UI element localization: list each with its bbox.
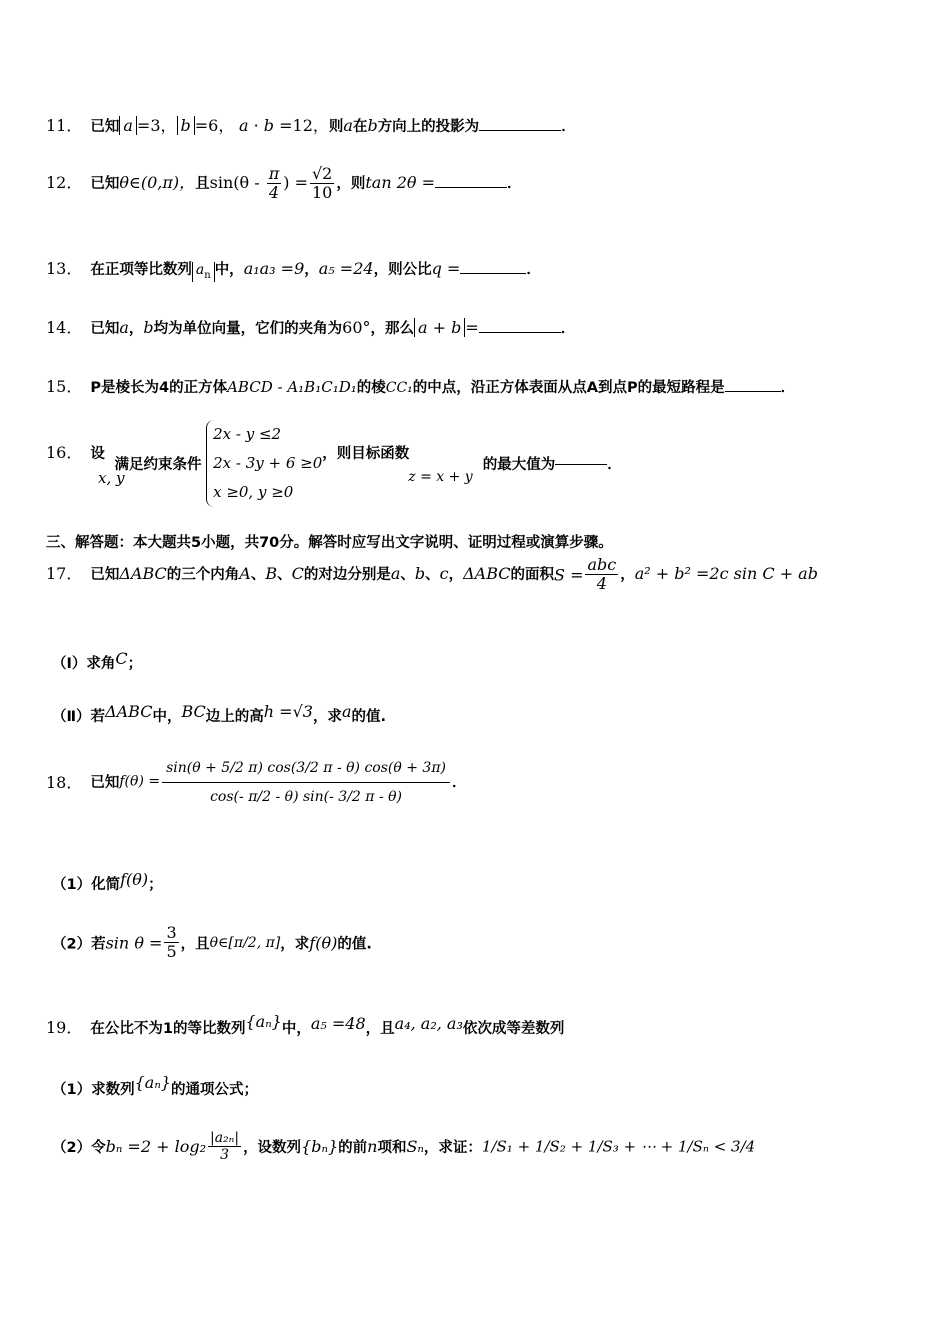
answer-blank[interactable] xyxy=(479,331,561,333)
question-18-part-1: （1）化简f(θ)； xyxy=(52,870,163,893)
answer-blank[interactable] xyxy=(725,390,781,392)
question-19: 19． 在公比不为1的等比数列{aₙ}中，a₅ =48，且a₄, a₂, a₃依次成等差数列 xyxy=(46,1012,565,1037)
question-number: 15． xyxy=(46,377,83,396)
constraint-system: 2x - y ≤2 2x - 3y + 6 ≥0 x ≥0, y ≥0 xyxy=(206,420,322,507)
answer-blank[interactable] xyxy=(479,129,561,131)
question-13: 13． 在正项等比数列 $a_n$ 中，a₁a₃ =9，a₅ =24，则公比q = ． xyxy=(46,259,541,281)
question-number: 18． xyxy=(46,773,83,793)
question-15: 15． P是棱长为4的正方体ABCD - A₁B₁C₁D₁的棱CC₁的中点，沿正方体表面从点A到点P的最短路程是 ． xyxy=(46,377,796,396)
question-19-part-1: （1）求数列{aₙ}的通项公式； xyxy=(52,1073,258,1098)
question-number: 11． xyxy=(46,116,83,135)
answer-blank[interactable] xyxy=(435,186,507,188)
question-17-part-1: （Ⅰ）求角C； xyxy=(52,649,143,672)
fraction: $\frac{\text{abc}}{4}$ xyxy=(587,555,617,594)
question-14: 14． 已知a，b均为单位向量，它们的夹角为60°，那么 a + b = ． xyxy=(46,318,576,337)
question-number: 16． xyxy=(46,443,83,462)
section-heading: 三、解答题：本大题共5小题，共70分。解答时应写出文字说明、证明过程或演算步骤。 xyxy=(46,535,613,551)
question-17-part-2: （Ⅱ）若ΔABC中，BC边上的高h =√3，求a的值. xyxy=(52,702,386,725)
question-number: 19． xyxy=(46,1018,83,1037)
question-19-part-2: （2）令bₙ =2 + log₂ $\frac{\text{|a₂ₙ|}}{3}$ ，设数列{bₙ}的前n项和Sₙ，求证：1/S₁ + 1/S₂ + 1/S₃ + ⋯ + 1/Sₙ < 3/4 xyxy=(52,1130,756,1164)
question-number: 12． xyxy=(46,172,83,192)
answer-blank[interactable] xyxy=(460,272,526,274)
question-number: 13． xyxy=(46,259,83,278)
fraction: $\frac{√2}{10}$ xyxy=(311,164,333,203)
question-18-part-2: （2）若sin θ = $\frac{3}{5}$ ，且θ∈[π/2, π]，求f(θ)的值. xyxy=(52,923,372,962)
big-fraction: $\frac{\sin(\theta + 5/2 \pi) \cos(3/2 \pi - \theta) \cos(\theta + 3\pi)}{\cos(- \pi/2 - \theta) \sin(- 3/2 \pi - \theta)}$ xyxy=(162,758,450,805)
question-number: 17． xyxy=(46,563,83,583)
question-18: 18． 已知f(θ) = $\frac{\sin(\theta + 5/2 \pi) \cos(3/2 \pi - \theta) \cos(\theta + 3\pi)}{\cos(- \pi/2 - \theta) \sin(- 3/2 \pi - \theta)}$ ． xyxy=(46,760,467,806)
fraction: $\frac{\pi}{4}$ xyxy=(268,164,280,203)
question-17: 17． 已知ΔABC的三个内角A、B、C的对边分别是a、b、c，ΔABC的面积S = $\frac{\text{abc}}{4}$ ，a² + b² =2c sin C + ab xyxy=(46,555,818,594)
fraction: $\frac{\text{|a₂ₙ|}}{3}$ xyxy=(209,1130,240,1164)
fraction: $\frac{3}{5}$ xyxy=(166,923,177,962)
question-11: 11． 已知 a =3， b =6， a · b =12，则a在b方向上的投影为 ． xyxy=(46,116,576,135)
answer-blank[interactable] xyxy=(555,463,607,465)
question-number: 14． xyxy=(46,318,83,337)
question-12: 12． 已知θ∈(0,π)，且sin(θ - $\frac{\pi}{4}$ ) = $\frac{√2}{10}$ ，则tan 2θ = ． xyxy=(46,164,522,203)
question-16: 16． 设 x, y 满足约束条件 2x - y ≤2 2x - 3y + 6 ≥0 x ≥0, y ≥0 ，则目标函数 z = x + y 的最大值为 ． xyxy=(46,420,622,507)
